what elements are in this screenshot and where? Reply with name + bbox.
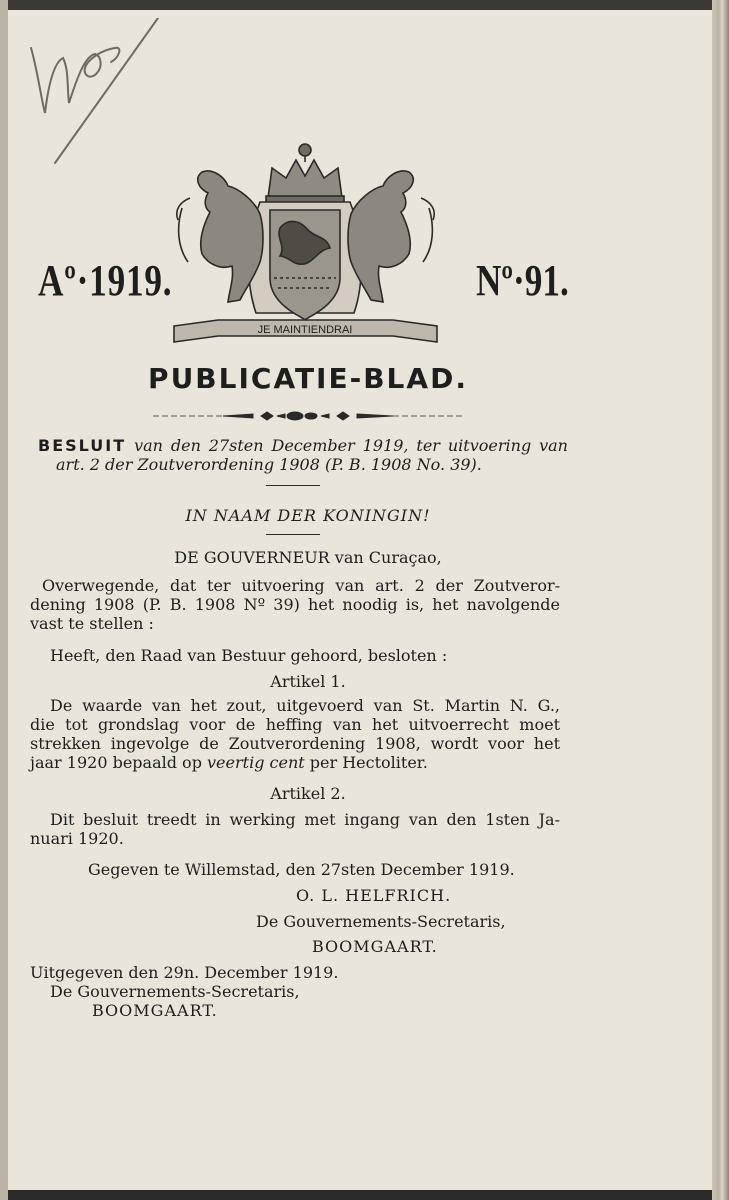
article-1-line: De waarde van het zout, uitgevoerd van St. Martin N. G., — [50, 696, 560, 715]
ornament-drawing — [153, 408, 463, 424]
considerations-line: dening 1908 (P. B. 1908 Nº 39) het noodig is, het navolgende — [30, 595, 560, 614]
secretary-title: De Gouvernements-Secretaris, — [256, 912, 506, 931]
decree-heading — [38, 436, 568, 474]
scan-left-edge — [0, 0, 8, 1200]
considerations-line: Overwegende, dat ter uitvoering van art. 2 der Zoutveror- — [42, 576, 560, 595]
article-2-heading: Artikel 2. — [270, 784, 346, 803]
decree-heading-line-2: art. 2 der Zoutverordening 1908 (P. B. 1908 No. 39). — [56, 455, 482, 474]
page-title: PUBLICATIE-BLAD. — [148, 362, 468, 395]
pencil-annotation-drawing — [23, 18, 163, 168]
article-2-line: Dit besluit treedt in werking met ingang van den 1sten Ja- — [50, 810, 560, 829]
page-edge-right — [712, 0, 729, 1200]
considerations-line: vast te stellen : — [30, 614, 154, 633]
article-1-body — [30, 696, 560, 772]
given-at-line: Gegeven te Willemstad, den 27sten December 1919. — [88, 860, 515, 879]
decree-date-text: van den 27sten December 1919, ter uitvoering van — [134, 436, 568, 455]
published-date: Uitgegeven den 29n. December 1919. — [30, 963, 339, 982]
publication-notice — [30, 963, 338, 1020]
article-1-amount: veertig cent — [207, 753, 305, 772]
article-1-line-last — [30, 753, 560, 772]
short-rule-2 — [266, 534, 320, 535]
document-page — [8, 10, 712, 1190]
published-secretary-name: BOOMGAART. — [92, 1001, 218, 1020]
article-2-line: nuari 1920. — [30, 829, 124, 848]
publication-number: Nº·91. — [476, 256, 569, 305]
article-1-line: die tot grondslag voor de heffing van het uitvoerrecht moet — [30, 715, 560, 734]
invocation: IN NAAM DER KONINGIN! — [185, 506, 431, 525]
decision-line: Heeft, den Raad van Bestuur gehoord, besloten : — [50, 646, 448, 665]
article-1-last-suffix: per Hectoliter. — [304, 753, 428, 772]
pencil-annotation — [23, 18, 163, 172]
governor-line: DE GOUVERNEUR van Curaçao, — [174, 548, 442, 567]
article-1-last-prefix: jaar 1920 bepaald op — [30, 753, 208, 772]
secretary-name: BOOMGAART. — [312, 937, 438, 956]
article-1-line: strekken ingevolge de Zoutverordening 1908, wordt voor het — [30, 734, 560, 753]
short-rule-1 — [266, 485, 320, 486]
ornamental-divider — [153, 408, 463, 428]
scan-top-edge — [0, 0, 729, 10]
coat-of-arms — [168, 138, 443, 352]
publication-year: Aº·1919. — [38, 256, 173, 305]
article-2-body — [30, 810, 560, 848]
crest-motto: JE MAINTIENDRAI — [257, 324, 353, 336]
considerations-paragraph — [30, 576, 560, 633]
article-1-heading: Artikel 1. — [270, 672, 346, 691]
decree-heading-line-1 — [38, 436, 568, 455]
published-secretary-title: De Gouvernements-Secretaris, — [50, 982, 300, 1001]
signatory-name: O. L. HELFRICH. — [296, 886, 452, 905]
coat-of-arms-drawing — [168, 138, 443, 348]
decree-label: BESLUIT — [38, 436, 127, 455]
